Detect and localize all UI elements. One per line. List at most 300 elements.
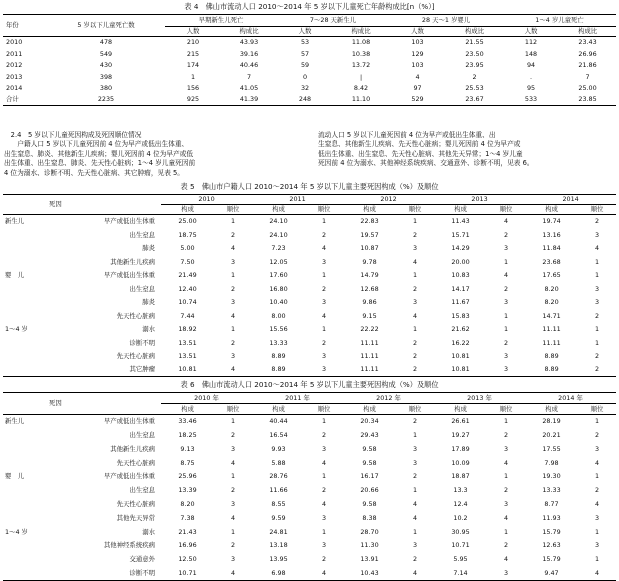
t5-cell-percent: 11.11 (360, 338, 379, 347)
t4-sub-p: 构成比 (333, 27, 389, 37)
t6-cell-rank: 1 (594, 555, 600, 564)
t6-cell-rank: 1 (503, 527, 509, 536)
t6-cell-percent: 7.14 (434, 566, 487, 580)
t5-cell-rank: 2 (413, 284, 418, 293)
t6-cell-group (3, 566, 41, 580)
t6-cell-percent: 6.98 (252, 566, 305, 580)
t6-cell-rank: 2 (503, 430, 509, 439)
t4-cell-value: 529 (389, 94, 446, 106)
t4-cell-value: 94 (526, 61, 536, 70)
t6-cell-percent: 18.25 (178, 430, 197, 439)
t6-cell-percent: 9.93 (271, 444, 286, 453)
t6-cell-rank: 1 (412, 527, 418, 536)
t4-cell-value: 7 (246, 72, 252, 81)
t4-row (3, 60, 616, 72)
t6-cell-rank: 3 (503, 444, 509, 453)
t4-cell-value: 41.39 (221, 94, 277, 106)
t4-cell-year: 2013 (6, 72, 23, 81)
t4-cell-value: 57 (300, 49, 310, 58)
t4-sub-p: 构成比 (221, 27, 277, 37)
t6-cell-rank: 3 (487, 566, 525, 580)
t6-cell-percent: 5.88 (271, 458, 286, 467)
t6-row (3, 552, 616, 566)
t5-cell-percent: 22.22 (360, 325, 379, 334)
t5-cell-rank: 3 (321, 352, 327, 361)
t6-cell-percent: 12.4 (453, 499, 468, 508)
t4-cell-value: 97 (413, 84, 422, 93)
para-line: 生窒息、其他新生儿疾病、先天性心脏病；婴儿死因前 4 位为早产或 (318, 140, 521, 149)
t5-cell-rank: 1 (504, 257, 509, 266)
t6-cell-percent: 16.96 (178, 541, 197, 550)
t6-sub-p: 构成 (434, 404, 487, 415)
t4-cell-value: | (359, 72, 363, 81)
t6-cell-group (3, 442, 41, 456)
t5-cell-group (3, 350, 41, 364)
t5-cell-rank: 4 (214, 363, 252, 377)
t4-cell-value: . (529, 72, 533, 81)
table6 (3, 392, 616, 581)
t6-cell-rank: 4 (230, 458, 236, 467)
t5-cell-percent: 24.10 (269, 217, 288, 226)
para-line: 低出生体重、出生窒息、先天性心脏病、其他先天异常；1～4 岁儿童 (318, 149, 523, 158)
t6-cell-percent: 18.87 (451, 472, 470, 481)
t6-cell-rank: 1 (412, 486, 418, 495)
t5-cell-percent: 19.57 (360, 230, 379, 239)
t5-cell-percent: 18.92 (178, 325, 197, 334)
t5-cell-rank: 2 (595, 352, 600, 361)
t4-cell-value: 25.00 (578, 84, 597, 93)
t4-cell-value: 248 (277, 94, 333, 106)
t4-cell-value: 112 (524, 38, 538, 47)
t6-cell-rank: 4 (503, 555, 509, 564)
t4-sub-p: 构成比 (446, 27, 503, 37)
t5-cell-rank: 4 (504, 217, 509, 226)
t5-cell-percent: 8.89 (271, 352, 286, 361)
t5-cell-rank: 2 (321, 230, 327, 239)
t5-cell-percent: 11.43 (451, 217, 470, 226)
t6-cell-percent: 15.79 (542, 527, 561, 536)
t4-sub-n: 人数 (277, 27, 333, 37)
t5-cell-percent: 5.00 (180, 244, 195, 253)
t4-cell-value: 103 (411, 38, 424, 47)
t5-cell-rank: 1 (504, 311, 509, 320)
t5-cell-percent: 25.00 (178, 217, 197, 226)
t6-year-0: 2010 年 (161, 393, 252, 404)
t6-cell-rank: 4 (412, 513, 418, 522)
t6-cell-percent: 13.33 (542, 486, 561, 495)
t6-cell-percent: 30.95 (451, 527, 470, 536)
t5-cell-percent: 15.83 (451, 311, 470, 320)
t4-row (3, 48, 616, 60)
t4-cell-value: 156 (186, 84, 200, 93)
t6-cell-percent: 7.98 (544, 458, 559, 467)
section-paragraph-left (4, 131, 309, 178)
para-line: 2.4 5 岁以下儿童死因构成及死因顺位情况 (4, 131, 142, 139)
t6-cell-percent: 20.34 (360, 417, 379, 426)
t6-cell-rank: 2 (412, 417, 418, 426)
t6-cell-cause: 诊断不明 (41, 566, 161, 580)
t4-group-2: 28 天～1 岁婴儿 (389, 15, 503, 27)
t6-cell-rank: 2 (503, 541, 509, 550)
t5-cell-percent: 24.10 (269, 230, 288, 239)
t4-sub-n: 人数 (389, 27, 446, 37)
t6-cell-rank: 4 (503, 513, 509, 522)
t6-cell-rank: 2 (230, 430, 236, 439)
para-line: 流动人口 5 岁以下儿童死因前 4 位为早产或低出生体重、出 (318, 131, 496, 139)
t6-cell-percent: 20.66 (360, 486, 379, 495)
t6-sub-p: 构成 (161, 404, 214, 415)
table4-caption: 表 4 佛山市流动人口 2010～2014 年 5 岁以下儿童死亡年龄构成比[n（%）] (184, 2, 435, 11)
t6-cell-percent: 7.38 (180, 513, 195, 522)
t6-cell-percent: 8.20 (180, 499, 195, 508)
t6-cell-rank: 1 (321, 472, 327, 481)
t4-row (3, 37, 616, 49)
t5-cell-rank: 2 (595, 217, 600, 226)
t4-cell-value: 13.72 (351, 61, 371, 70)
t6-cell-rank: 3 (594, 444, 600, 453)
t5-cell-percent: 12.40 (178, 284, 197, 293)
t4-cell-value: 21.86 (578, 61, 597, 70)
t4-head-year: 年份 (3, 15, 47, 37)
t5-cell-percent: 15.56 (269, 325, 288, 334)
t5-cell-percent: 7.23 (271, 244, 286, 253)
t5-cell-rank: 3 (595, 298, 600, 307)
t5-row (3, 269, 616, 283)
t6-body (3, 415, 616, 581)
t5-year-4: 2014 (525, 195, 616, 205)
t5-cell-rank: 4 (321, 311, 327, 320)
t6-cell-rank: 2 (503, 486, 509, 495)
t6-cell-percent: 21.43 (178, 527, 197, 536)
t5-cell-rank: 1 (230, 271, 236, 280)
t6-cell-percent: 11.30 (360, 541, 379, 550)
t5-cell-percent: 11.11 (343, 363, 396, 377)
t5-cell-rank: 4 (230, 244, 236, 253)
t6-cell-rank: 2 (230, 486, 236, 495)
t5-cell-cause: 肺炎 (142, 244, 155, 253)
t6-cell-rank: 1 (321, 527, 327, 536)
t6-cell-percent: 11.66 (269, 486, 288, 495)
t4-cell-value: 103 (411, 61, 424, 70)
t6-cell-percent: 19.30 (542, 472, 561, 481)
t6-cell-cause: 出生窒息 (129, 430, 155, 439)
t4-cell-value: 21.55 (465, 38, 484, 47)
t4-cell-value: 4 (415, 72, 420, 81)
t5-cell-percent: 10.81 (161, 363, 214, 377)
t5-cell-rank: 3 (504, 244, 509, 253)
t4-cell-value: 11.10 (333, 94, 389, 106)
t5-cell-percent: 14.71 (542, 311, 561, 320)
t6-year-4: 2014 年 (525, 393, 616, 404)
t5-cell-percent: 13.33 (269, 338, 288, 347)
t6-cell-rank: 1 (321, 417, 327, 426)
t4-cell-value: 129 (411, 49, 424, 58)
t6-cell-cause: 其他先天异常 (116, 513, 155, 522)
t6-sub-r: 顺位 (578, 404, 616, 415)
t4-cell-value: 174 (186, 61, 200, 70)
t5-cell-group (3, 296, 41, 310)
t4-row (3, 94, 616, 106)
t6-cell-cause: 先天性心脏病 (116, 458, 155, 467)
para-line: 出生窒息、肺炎、其他新生儿疾病；婴儿死因前 4 位为早产或低 (4, 149, 194, 158)
t6-cell-group (3, 428, 41, 442)
t6-cell-cause: 溺水 (142, 527, 155, 536)
t6-cell-rank: 2 (594, 430, 600, 439)
t6-cell-percent: 17.89 (451, 444, 470, 453)
t6-row (3, 456, 616, 470)
t5-cell-rank: 3 (321, 298, 327, 307)
table6-caption: 表 6 佛山市流动人口 2010～2014 年 5 岁以下儿童主要死因构成（%）及顺位 (180, 380, 439, 389)
t5-cell-cause: 其它肿瘤 (41, 363, 161, 377)
t5-cell-percent: 9.15 (362, 311, 377, 320)
t5-cell-rank: 2 (230, 338, 236, 347)
t4-cell-value: 925 (165, 94, 221, 106)
t6-cell-rank: 4 (305, 566, 343, 580)
t5-cell-rank: 1 (595, 325, 600, 334)
t6-cell-group: 婴 儿 (5, 472, 25, 481)
t6-cell-rank: 4 (321, 499, 327, 508)
t6-cell-rank: 1 (503, 417, 509, 426)
t4-cell-value: 11.08 (351, 38, 371, 47)
t6-cell-rank: 4 (396, 566, 434, 580)
t6-cell-percent: 5.95 (453, 555, 468, 564)
t5-year-3: 2013 (434, 195, 525, 205)
t6-sub-p: 构成 (525, 404, 578, 415)
t6-row (3, 428, 616, 442)
t5-cell-cause: 出生窒息 (129, 230, 155, 239)
t6-cell-rank: 2 (230, 541, 236, 550)
t6-row (3, 442, 616, 456)
t5-cell-rank: 1 (595, 257, 600, 266)
t6-cell-rank: 3 (412, 458, 418, 467)
t6-cell-rank: 2 (412, 555, 418, 564)
t6-cell-percent: 10.71 (451, 541, 470, 550)
t6-cell-rank: 2 (321, 430, 327, 439)
t4-cell-value: 40.46 (239, 61, 259, 70)
table4 (3, 14, 616, 106)
t6-cell-percent: 13.39 (178, 486, 197, 495)
t5-row (3, 282, 616, 296)
t5-cell-rank: 4 (230, 311, 236, 320)
t5-sub-p: 构成 (434, 205, 487, 215)
t5-cell-rank: 4 (595, 244, 600, 253)
t6-cell-percent: 12.50 (178, 555, 197, 564)
t6-cell-rank: 1 (594, 472, 600, 481)
t6-cell-percent: 15.79 (542, 555, 561, 564)
t5-cell-percent: 7.50 (180, 257, 195, 266)
t5-cell-group: 新生儿 (5, 217, 25, 226)
t6-cell-rank: 1 (230, 417, 236, 426)
para-line: 出生体重、出生窒息、肺炎、先天性心脏病；1～4 岁儿童死因前 (4, 159, 196, 168)
t6-cell-rank: 1 (230, 472, 236, 481)
t6-row (3, 470, 616, 484)
t5-cell-rank: 3 (595, 284, 600, 293)
t6-row (3, 511, 616, 525)
t6-sub-p: 构成 (252, 404, 305, 415)
t5-cell-percent: 21.49 (178, 271, 197, 280)
t4-head-total: 5 岁以下儿童死亡数 (47, 15, 165, 37)
t6-cell-percent: 10.09 (451, 458, 470, 467)
t4-cell-value: 23.67 (446, 94, 503, 106)
t6-cell-rank: 2 (594, 486, 600, 495)
t4-cell-year: 2014 (6, 84, 23, 93)
t6-cell-rank: 4 (594, 499, 600, 508)
t5-cell-percent: 10.83 (451, 271, 470, 280)
t6-cell-percent: 13.3 (453, 486, 468, 495)
t6-cell-cause: 交通意外 (129, 555, 155, 564)
t4-cell-value: 41.05 (239, 84, 259, 93)
t6-cell-cause: 其他新生儿疾病 (110, 444, 155, 453)
t6-cell-cause: 出生窒息 (129, 486, 155, 495)
t6-cell-rank: 3 (594, 513, 600, 522)
t4-cell-value: 23.95 (465, 61, 484, 70)
t5-cell-rank: 4 (413, 257, 418, 266)
t6-cell-percent: 28.70 (360, 527, 379, 536)
t5-cell-cause: 先天性心脏病 (116, 311, 155, 320)
t4-cell-value: 43.93 (239, 38, 259, 47)
t6-cell-percent: 13.95 (269, 555, 288, 564)
t6-cell-percent: 8.75 (180, 458, 195, 467)
t5-row (3, 309, 616, 323)
t5-cell-group: 婴 儿 (5, 271, 25, 280)
t6-cell-group (3, 483, 41, 497)
t4-cell-total: 398 (99, 72, 113, 81)
t6-head-cause: 死因 (3, 393, 161, 415)
t4-cell-value: 215 (186, 49, 200, 58)
t6-cell-percent: 16.17 (360, 472, 379, 481)
t6-cell-percent: 25.96 (178, 472, 197, 481)
t5-cell-rank: 2 (230, 284, 236, 293)
t6-cell-rank: 4 (321, 458, 327, 467)
t5-cell-rank: 3 (305, 363, 343, 377)
t6-cell-rank: 4 (412, 499, 418, 508)
t5-year-2: 2012 (343, 195, 434, 205)
t6-cell-percent: 19.27 (451, 430, 470, 439)
t5-cell-rank: 2 (578, 363, 616, 377)
t4-cell-value: 210 (186, 38, 200, 47)
t4-cell-value: 2 (472, 72, 477, 81)
t5-cell-rank: 1 (321, 217, 327, 226)
t6-cell-cause: 先天性心脏病 (116, 499, 155, 508)
t6-cell-percent: 12.63 (542, 541, 561, 550)
t5-cell-rank: 1 (413, 217, 418, 226)
t4-cell-year: 合计 (3, 94, 47, 106)
t5-row (3, 228, 616, 242)
t6-sub-r: 顺位 (487, 404, 525, 415)
t6-cell-percent: 9.58 (362, 444, 377, 453)
t5-cell-percent: 23.68 (542, 257, 561, 266)
t4-body (3, 37, 616, 106)
t5-cell-rank: 2 (321, 284, 327, 293)
t5-cell-cause: 其他新生儿疾病 (110, 257, 155, 266)
t5-row (3, 296, 616, 310)
t6-row (3, 539, 616, 553)
t5-cell-percent: 10.40 (269, 298, 288, 307)
t4-group-0: 早期新生儿死亡 (165, 15, 277, 27)
t5-cell-percent: 8.89 (252, 363, 305, 377)
para-line: 死因前 4 位为溺水、其他神经系统疾病、交通意外、诊断不明，见表 6。 (318, 159, 534, 168)
t6-cell-percent: 40.44 (269, 417, 288, 426)
t5-sub-p: 构成 (161, 205, 214, 215)
para-line: 4 位为溺水、诊断不明、先天性心脏病、其它肿瘤，见表 5。 (4, 168, 184, 177)
t5-cell-percent: 20.00 (451, 257, 470, 266)
t5-cell-group (3, 336, 41, 350)
t6-cell-group: 1～4 岁 (5, 527, 28, 536)
t5-cell-rank: 1 (595, 271, 600, 280)
t5-cell-rank: 1 (230, 217, 236, 226)
t6-cell-percent: 9.13 (180, 444, 195, 453)
t6-cell-percent: 20.21 (542, 430, 561, 439)
t4-cell-value: 10.38 (351, 49, 371, 58)
t5-cell-percent: 13.51 (178, 338, 197, 347)
t4-cell-value: 8.42 (353, 84, 369, 93)
t6-cell-percent: 11.93 (542, 513, 561, 522)
t5-sub-p: 构成 (343, 205, 396, 215)
t6-cell-percent: 29.43 (360, 430, 379, 439)
t6-cell-percent: 10.71 (161, 566, 214, 580)
t6-cell-percent: 17.55 (542, 444, 561, 453)
t4-sub-n: 人数 (165, 27, 221, 37)
t6-year-1: 2011 年 (252, 393, 343, 404)
t5-cell-percent: 8.20 (544, 298, 559, 307)
t6-cell-percent: 16.54 (269, 430, 288, 439)
t5-sub-p: 构成 (525, 205, 578, 215)
t4-cell-value: 1 (190, 72, 196, 81)
t6-cell-rank: 1 (412, 430, 418, 439)
t4-sub-p: 构成比 (559, 27, 616, 37)
t5-cell-rank: 1 (413, 271, 418, 280)
t6-cell-percent: 9.47 (525, 566, 578, 580)
t6-cell-cause: 早产或低出生体重 (103, 417, 155, 426)
t5-cell-rank: 3 (504, 298, 509, 307)
t4-row (3, 71, 616, 83)
table5-caption: 表 5 佛山市户籍人口 2010～2014 年 5 岁以下儿童主要死因构成（%）及顺位 (180, 182, 439, 191)
t5-row (3, 242, 616, 256)
t5-cell-percent: 11.84 (542, 244, 561, 253)
t5-cell-percent: 14.29 (451, 244, 470, 253)
t6-row (3, 566, 616, 580)
t5-cell-rank: 3 (595, 230, 600, 239)
t4-cell-value: 7 (585, 72, 590, 81)
t5-cell-rank: 3 (487, 363, 525, 377)
t5-cell-cause: 诊断不明 (129, 338, 155, 347)
t5-cell-group: 1～4 岁 (5, 325, 28, 334)
t6-year-3: 2013 年 (434, 393, 525, 404)
t5-cell-percent: 10.74 (178, 298, 197, 307)
t6-cell-rank: 3 (412, 541, 418, 550)
t5-cell-rank: 2 (504, 338, 509, 347)
t6-cell-rank: 1 (594, 417, 600, 426)
t5-cell-percent: 9.86 (362, 298, 377, 307)
t6-cell-percent: 33.46 (178, 417, 197, 426)
t5-cell-group (3, 228, 41, 242)
t5-row (3, 215, 616, 229)
t5-cell-cause: 肺炎 (142, 298, 155, 307)
t5-cell-percent: 8.89 (544, 352, 559, 361)
t5-year-0: 2010 (161, 195, 252, 205)
t6-sub-r: 顺位 (305, 404, 343, 415)
t5-cell-group (3, 242, 41, 256)
t5-cell-percent: 11.11 (360, 352, 379, 361)
t5-cell-rank: 2 (396, 363, 434, 377)
t6-cell-rank: 4 (214, 566, 252, 580)
t6-cell-rank: 3 (412, 444, 418, 453)
t5-cell-rank: 1 (413, 325, 418, 334)
t5-cell-rank: 4 (504, 271, 509, 280)
t5-cell-percent: 18.75 (178, 230, 197, 239)
t5-cell-rank: 1 (321, 325, 327, 334)
section-paragraph-right (318, 131, 616, 169)
